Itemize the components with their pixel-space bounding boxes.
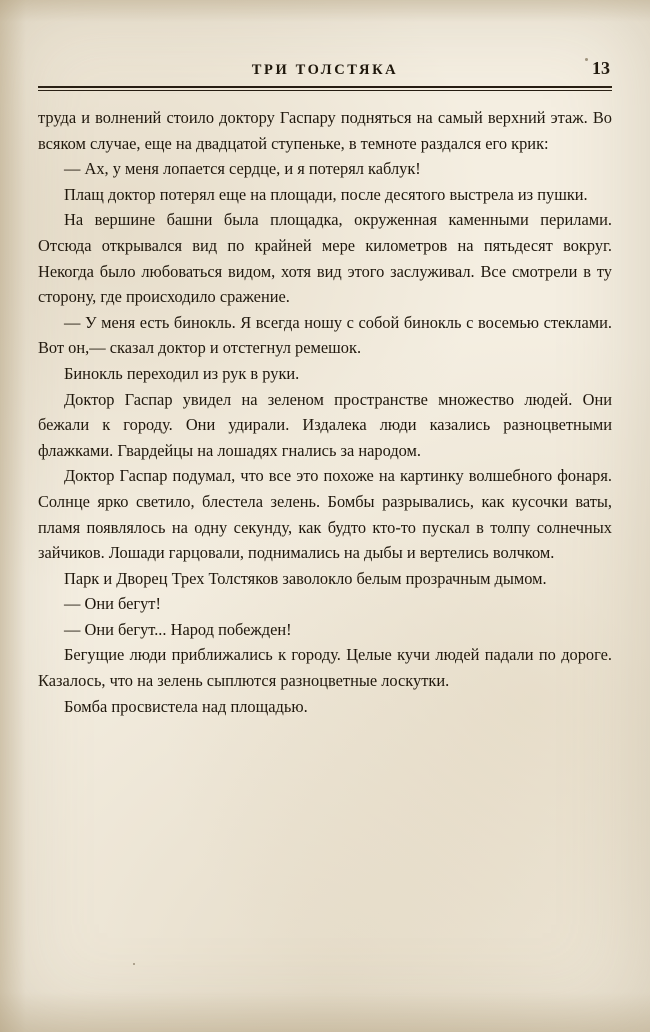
paragraph: Парк и Дворец Трех Толстяков заволокло белым прозрачным дымом. xyxy=(64,568,547,588)
paragraph: — Они бегут... Народ побежден! xyxy=(64,619,292,639)
paragraph: — У меня есть бинокль. Я всегда ношу с собой бинокль с восемью стеклами. Вот он,— сказал доктор и отстегнул ремешок. xyxy=(38,312,612,358)
page-edge-shading-top xyxy=(0,0,650,22)
page-number: 13 xyxy=(592,58,610,78)
body-text xyxy=(38,105,612,719)
paragraph: — Ах, у меня лопается сердце, и я потерял каблук! xyxy=(64,159,421,179)
paragraph: Бегущие люди приближались к городу. Целые кучи людей падали по дороге. Казалось, что на зелень сыплются разноцветные лоскутки. xyxy=(38,645,612,691)
paragraph: Бомба просвистела над площадью. xyxy=(64,696,308,716)
paragraph: Плащ доктор потерял еще на площади, после десятого выстрела из пушки. xyxy=(64,184,588,204)
paragraph: Бинокль переходил из рук в руки. xyxy=(64,363,300,383)
paper-speck xyxy=(133,963,135,965)
header-rule xyxy=(38,86,612,91)
paragraph: труда и волнений стоило доктору Гаспару подняться на самый верхний этаж. Во всяком случае, еще на двадцатой ступеньке, в темноте раздался его крик: xyxy=(38,108,612,153)
page-edge-shading-bottom xyxy=(0,992,650,1032)
paragraph: Доктор Гаспар увидел на зеленом пространстве множество людей. Они бежали к городу. Они удирали. Издалека люди казались разноцветными флажками. Гвардейцы на лошадях гнались за народом. xyxy=(38,389,612,460)
paragraph: Доктор Гаспар подумал, что все это похоже на картинку волшебного фонаря. Солнце ярко светило, блестела зелень. Бомбы разрывались, как кусочки ваты, пламя появлялось на одну секунду, как будто кто-то пускал в толпу солнечных зайчиков. Лошади гарцовали, поднимались на дыбы и вертелись волчком. xyxy=(38,466,612,563)
paragraph: — Они бегут! xyxy=(64,594,161,614)
page-content xyxy=(38,52,612,719)
paragraph: На вершине башни была площадка, окруженная каменными перилами. Отсюда открывался вид по крайней мере километров на пятьдесят вокруг. Некогда было любоваться видом, хотя вид этого заслуживал. Все смотрели в ту сторону, где происходило сражение. xyxy=(38,210,612,307)
page-edge-shading-left xyxy=(0,0,26,1032)
running-head-title: ТРИ ТОЛСТЯКА xyxy=(251,62,399,78)
running-head xyxy=(38,52,612,82)
